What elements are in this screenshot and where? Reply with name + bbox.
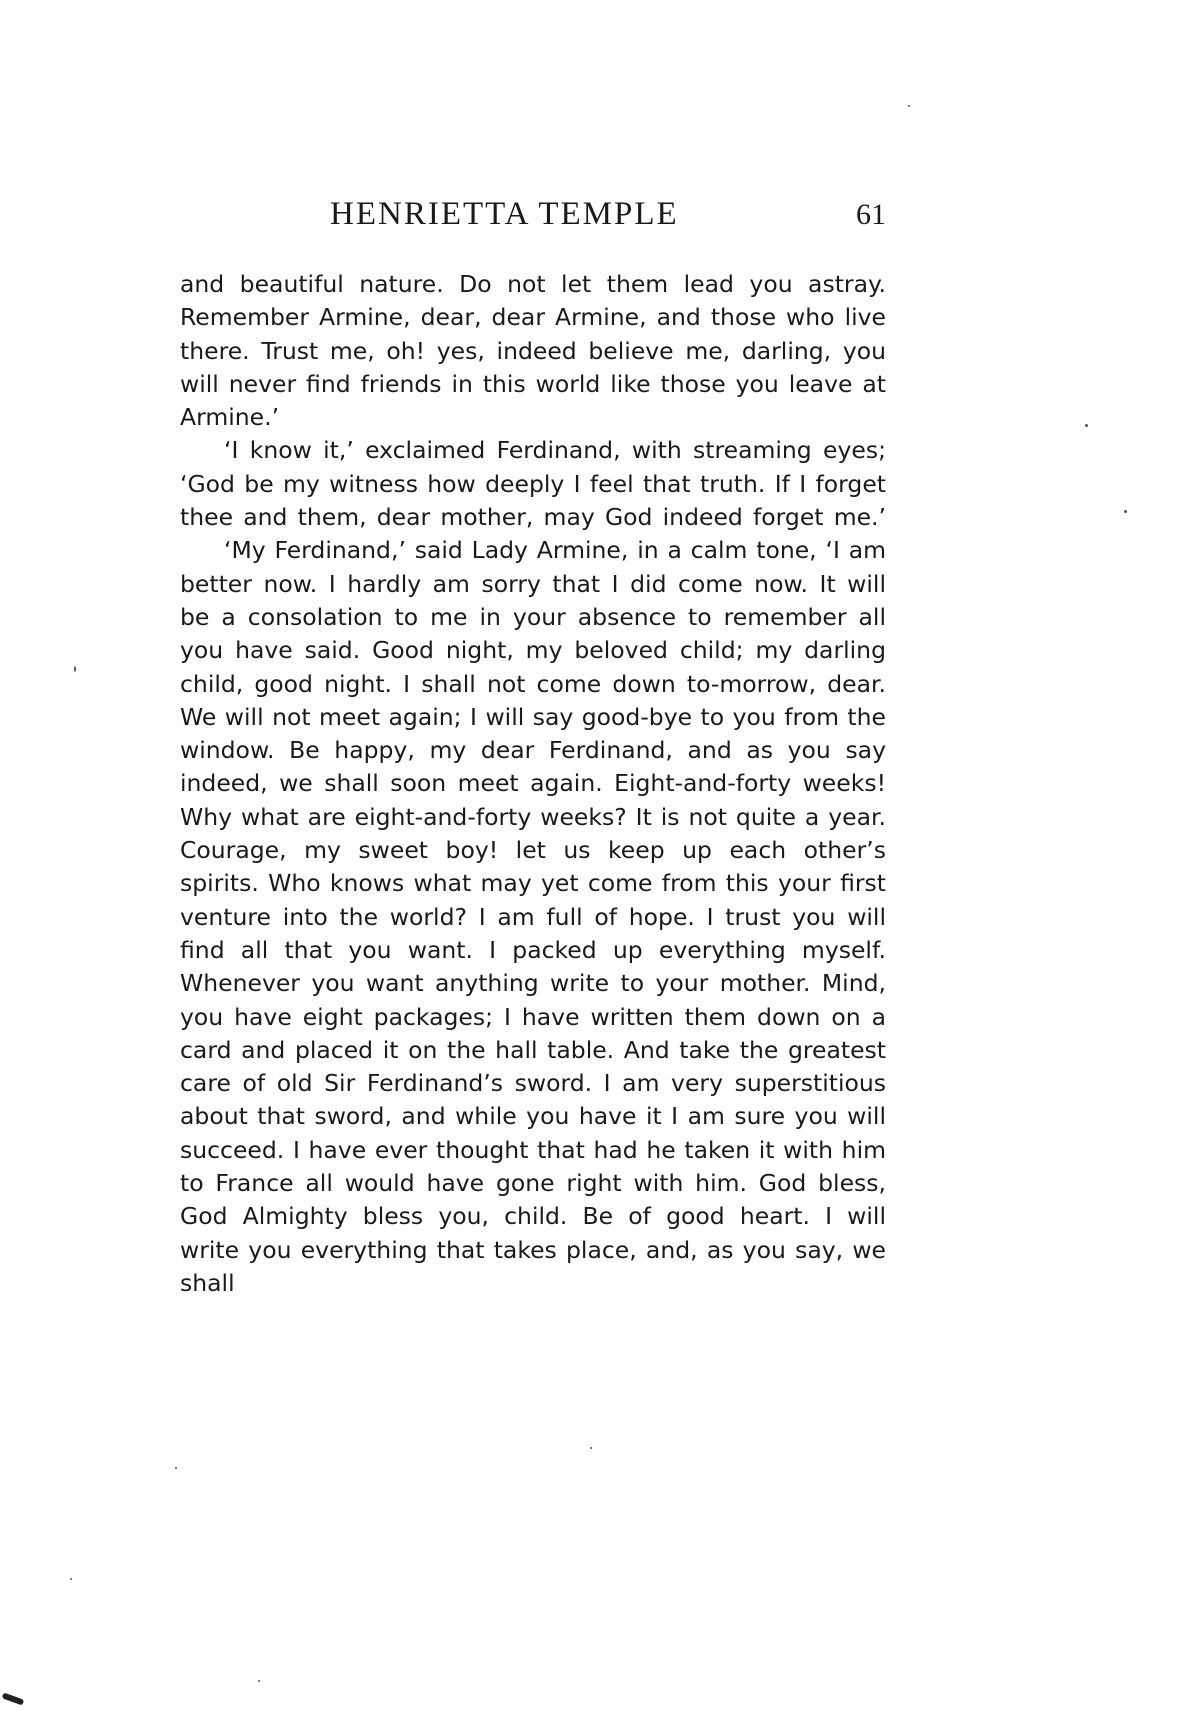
scan-corner-mark xyxy=(2,1692,25,1705)
scan-speck xyxy=(1124,510,1127,513)
scan-speck xyxy=(70,1578,72,1580)
scan-speck xyxy=(590,1447,592,1449)
scan-speck xyxy=(258,1680,260,1682)
running-title: HENRIETTA TEMPLE xyxy=(330,196,679,232)
paragraph-3: ‘My Ferdinand,’ said Lady Armine, in a calm tone, ‘I am better now. I hardly am sorry that I did come now. It will be a consolation to me in your absence to remember all you have said. Good night, my beloved child; my darling child, good night. I shall not come down to-morrow, dear. We will not meet again; I will say good-bye to you from the window. Be happy, my dear Ferdinand, and as you say indeed, we shall soon meet again. Eight-and-forty weeks! Why what are eight-and-forty weeks? It is not quite a year. Courage, my sweet boy! let us keep up each other’s spirits. Who knows what may yet come from this your first venture into the world? I am full of hope. I trust you will find all that you want. I packed up everything myself. Whenever you want anything write to your mother. Mind, you have eight packages; I have written them down on a card and placed it on the hall table. And take the greatest care of old Sir Ferdinand’s sword. I am very superstitious about that sword, and while you have it I am sure you will succeed. I have ever thought that had he taken it with him to France all would have gone right with him. God bless, God Almighty bless you, child. Be of good heart. I will write you everything that takes place, and, as you say, we shall xyxy=(180,536,886,1297)
paragraph-2: ‘I know it,’ exclaimed Ferdinand, with streaming eyes; ‘God be my witness how deeply I feel that truth. If I forget thee and them, dear mother, may God indeed forget me.’ xyxy=(180,436,886,532)
scan-speck xyxy=(175,1467,177,1469)
paragraph-1: and beautiful nature. Do not let them lead you astray. Remember Armine, dear, dear Armine, and those who live there. Trust me, oh! yes, indeed believe me, darling, you will never find friends in this world like those you leave at Armine.’ xyxy=(180,270,886,432)
scan-speck xyxy=(74,666,76,672)
page-number: 61 xyxy=(856,198,886,231)
scan-speck xyxy=(908,105,910,107)
running-head xyxy=(180,196,886,240)
text-block xyxy=(180,268,886,1300)
scan-speck xyxy=(1085,424,1088,427)
